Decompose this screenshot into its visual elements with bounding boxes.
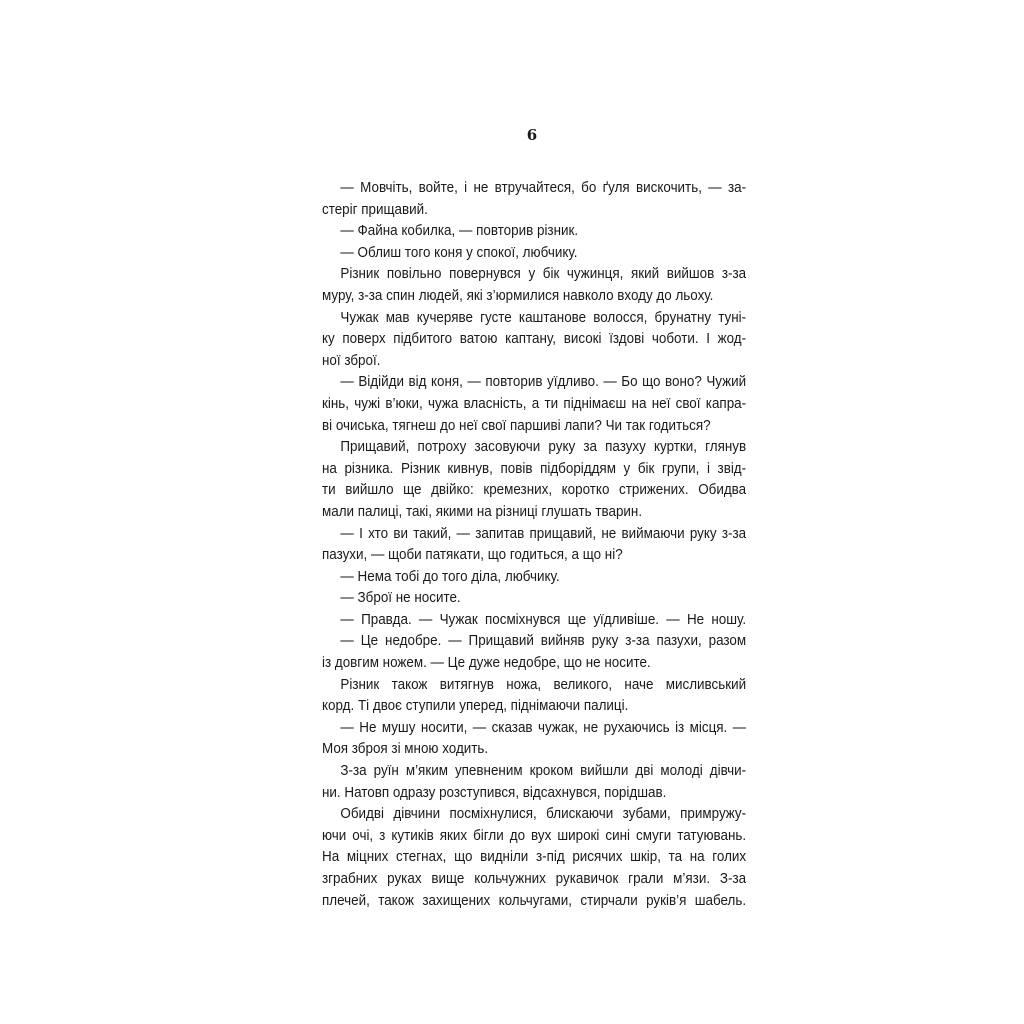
text-line: — Зброї не носите. [340,590,461,607]
text-line: кінь, чужі в’юки, чужа власність, а ти піднімаєш на неї свої капра- [322,395,747,412]
text-line: З-за руїн м’яким упевненим кроком вийшли дві молоді дівчи- [340,763,747,780]
text-line: — Файна кобилка, — повторив різник. [340,223,579,240]
text-line: — Не мушу носити, — сказав чужак, не рухаючись із місця. — [340,719,747,736]
text-line: мали палиці, такі, якими на різниці глушать тварин. [322,503,643,520]
text-line: Обидві дівчини посміхнулися, блискаючи зубами, примружу- [340,806,747,823]
page-number: 6 [526,126,538,144]
text-line: Моя зброя зі мною ходить. [322,741,489,758]
text-line: — І хто ви такий, — запитав прищавий, не виймаючи руку з-за [340,525,747,542]
text-line: муру, з-за спин людей, які з’юрмилися навколо входу до льоху. [322,287,714,304]
text-line: на різника. Різник кивнув, повів підборіддям у бік групи, і звід- [322,460,747,477]
text-line: ти вийшло ще двійко: кремезних, коротко стрижених. Обидва [322,482,747,499]
text-line: На міцних стегнах, що видніли з-під рисячих шкір, та на голих [322,849,747,866]
text-line: ної зброї. [322,352,381,369]
text-line: ни. Натовп одразу розступився, відсахнувся, порідшав. [322,784,667,801]
text-line: — Відійди від коня, — повторив уїдливо. — Бо що воно? Чужий [340,374,747,391]
text-line: Різник також витягнув ножа, великого, наче мисливський [340,676,747,693]
text-line: Чужак мав кучеряве густе каштанове волосся, брунатну туні- [340,309,747,326]
text-line: ку поверх підбитого ватою каптану, високі їздові чоботи. І жод- [322,331,747,348]
text-line: Різник повільно повернувся у бік чужинця, який вийшов з-за [340,266,747,283]
text-line: стеріг прищавий. [322,201,428,218]
text-line: — Правда. — Чужак посміхнувся ще уїдливіше. — Не ношу. [340,611,747,628]
text-line: ючи очі, з кутиків яких бігли до вух широкі сині смуги татуювань. [322,827,747,844]
text-line: — Нема тобі до того діла, любчику. [340,568,560,585]
text-line: пазухи, — щоби патякати, що годиться, а що ні? [322,547,623,564]
text-line: із довгим ножем. — Це дуже недобре, що не носите. [322,655,651,672]
text-line: — Це недобре. — Прищавий вийняв руку з-за пазухи, разом [340,633,747,650]
body-text [322,178,746,912]
text-line: корд. Ті двоє ступили уперед, піднімаючи палиці. [322,698,629,715]
text-line: плечей, також захищених кольчугами, стирчали руків’я шабель. [322,892,747,909]
text-line: зграбних руках вище кольчужних рукавичок грали м’язи. З-за [322,871,747,887]
text-line: — Мовчіть, войте, і не втручайтеся, бо ґуля вискочить, — за- [340,180,747,196]
text-line: Прищавий, потроху засовуючи руку за пазуху куртки, глянув [340,439,747,456]
text-line: ві очиська, тягнеш до неї свої паршиві лапи? Чи так годиться? [322,417,711,434]
text-line: — Облиш того коня у спокої, любчику. [340,244,578,261]
